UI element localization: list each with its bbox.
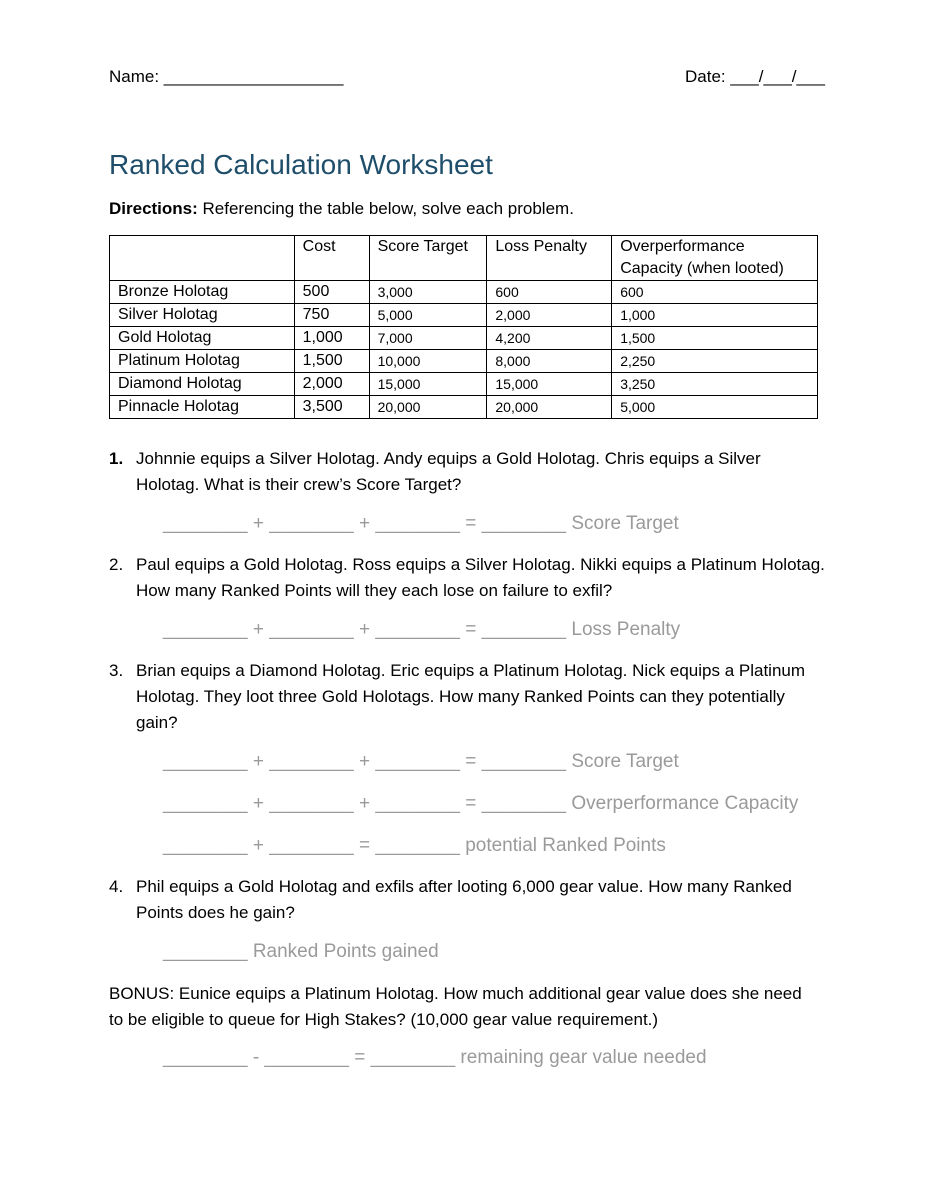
question-1 [109, 446, 827, 498]
table-header-cell: Overperformance Capacity (when looted) [612, 236, 818, 281]
table-header-cell [110, 236, 295, 281]
table-cell: 3,250 [612, 373, 818, 396]
date-field[interactable]: Date: ___/___/___ [685, 67, 825, 86]
table-cell: Silver Holotag [110, 304, 295, 327]
question-4 [109, 874, 827, 926]
table-cell: 5,000 [612, 396, 818, 419]
table-cell: 500 [294, 281, 369, 304]
question-text: Johnnie equips a Silver Holotag. Andy equips a Gold Holotag. Chris equips a Silver Holotag. What is their crew’s Score Target? [136, 449, 761, 494]
table-cell: 1,500 [612, 327, 818, 350]
table-cell: 3,500 [294, 396, 369, 419]
answer-line[interactable]: ________ + ________ = ________ potential Ranked Points [163, 835, 666, 856]
question-number: 4. [109, 877, 124, 896]
answer-line[interactable]: ________ Ranked Points gained [163, 941, 439, 962]
table-header-row [110, 236, 818, 281]
table-cell: Pinnacle Holotag [110, 396, 295, 419]
table-cell: Platinum Holotag [110, 350, 295, 373]
directions [109, 196, 574, 222]
question-text: Paul equips a Gold Holotag. Ross equips a Silver Holotag. Nikki equips a Platinum Holotag. How many Ranked Points will they each lose on failure to exfil? [136, 555, 825, 600]
table-cell: 20,000 [369, 396, 487, 419]
bonus-question: BONUS: Eunice equips a Platinum Holotag. How much additional gear value does she need to be eligible to queue for High Stakes? (10,000 gear value requirement.) [109, 984, 802, 1029]
table-cell: 2,000 [294, 373, 369, 396]
question-2 [109, 552, 827, 604]
question-number: 2. [109, 555, 124, 574]
table-row [110, 281, 818, 304]
table-cell: 15,000 [487, 373, 612, 396]
table-row [110, 304, 818, 327]
answer-line[interactable]: ________ + ________ + ________ = ________ Score Target [163, 513, 679, 534]
question-number: 1. [109, 449, 124, 468]
holotag-table [109, 235, 818, 419]
directions-label: Directions: [109, 199, 198, 218]
question-number: 3. [109, 661, 124, 680]
table-row [110, 373, 818, 396]
table-cell: 750 [294, 304, 369, 327]
directions-text: Referencing the table below, solve each problem. [197, 199, 574, 218]
answer-line[interactable]: ________ + ________ + ________ = ________ Loss Penalty [163, 619, 681, 640]
table-row [110, 396, 818, 419]
page-title: Ranked Calculation Worksheet [109, 149, 493, 180]
question-text: Phil equips a Gold Holotag and exfils after looting 6,000 gear value. How many Ranked Points does he gain? [136, 877, 792, 922]
table-header-cell: Score Target [369, 236, 487, 281]
table-cell: 10,000 [369, 350, 487, 373]
table-cell: 1,000 [612, 304, 818, 327]
table-cell: Gold Holotag [110, 327, 295, 350]
table-cell: 15,000 [369, 373, 487, 396]
table-header-cell: Cost [294, 236, 369, 281]
table-cell: 2,250 [612, 350, 818, 373]
table-cell: 20,000 [487, 396, 612, 419]
table-cell: 5,000 [369, 304, 487, 327]
table-cell: Diamond Holotag [110, 373, 295, 396]
question-text: Brian equips a Diamond Holotag. Eric equips a Platinum Holotag. Nick equips a Platinum Holotag. They loot three Gold Holotags. How many Ranked Points can they potentially gain? [136, 661, 806, 732]
table-cell: 3,000 [369, 281, 487, 304]
table-row [110, 350, 818, 373]
answer-line[interactable]: ________ + ________ + ________ = ________ Overperformance Capacity [163, 793, 799, 814]
table-cell: 4,200 [487, 327, 612, 350]
table-cell: 8,000 [487, 350, 612, 373]
table-cell: 1,000 [294, 327, 369, 350]
table-cell: 1,500 [294, 350, 369, 373]
table-cell: 600 [612, 281, 818, 304]
table-cell: 600 [487, 281, 612, 304]
table-cell: 2,000 [487, 304, 612, 327]
table-row [110, 327, 818, 350]
answer-line[interactable]: ________ - ________ = ________ remaining gear value needed [163, 1047, 707, 1068]
question-3 [109, 658, 827, 736]
table-header-cell: Loss Penalty [487, 236, 612, 281]
table-cell: Bronze Holotag [110, 281, 295, 304]
table-cell: 7,000 [369, 327, 487, 350]
name-field[interactable]: Name: ___________________ [109, 67, 344, 86]
answer-line[interactable]: ________ + ________ + ________ = ________ Score Target [163, 751, 679, 772]
